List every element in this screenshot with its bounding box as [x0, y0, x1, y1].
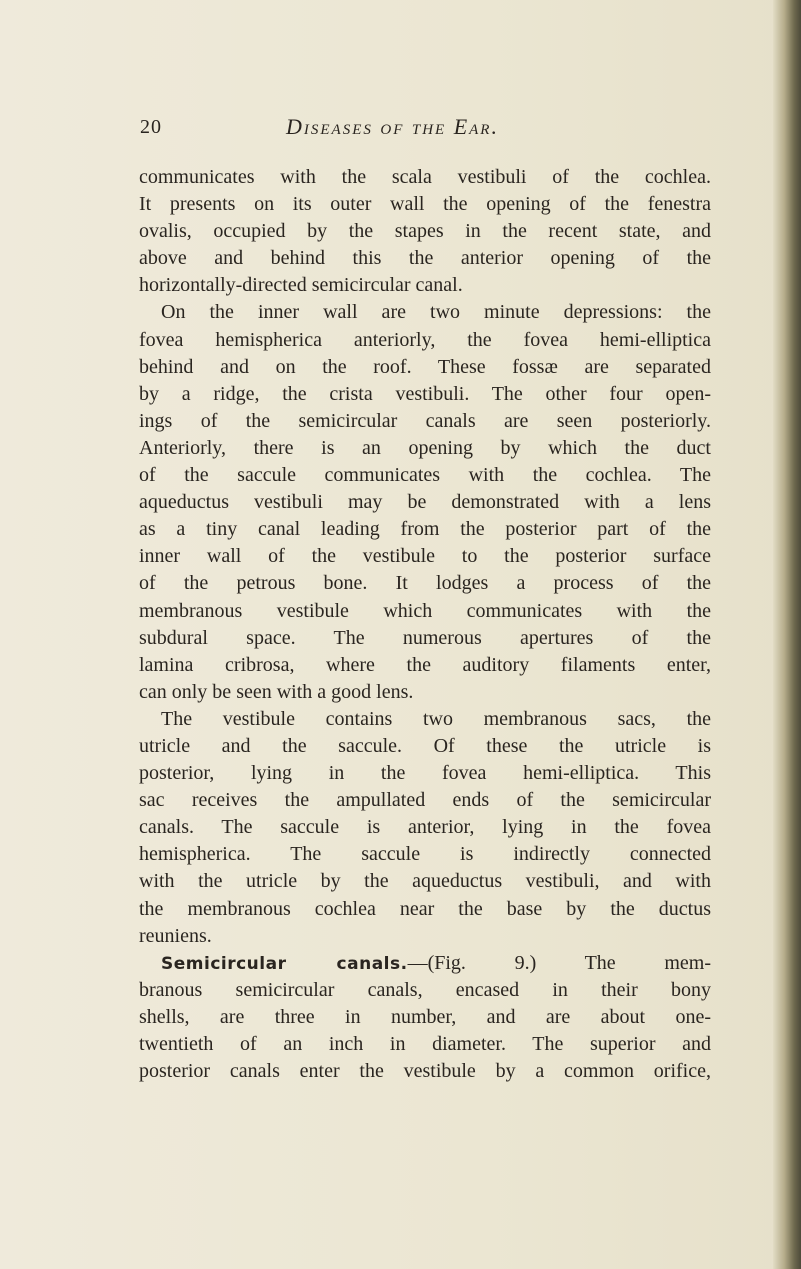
text-line: by a ridge, the crista vestibuli. The other four open-: [139, 382, 711, 405]
text-line: behind and on the roof. These fossæ are separated: [139, 355, 711, 378]
text-line: fovea hemispherica anteriorly, the fovea hemi-elliptica: [139, 328, 711, 351]
page-edge-shadow: [773, 0, 801, 1269]
text-line: ings of the semicircular canals are seen posteriorly.: [139, 409, 711, 432]
text-line: It presents on its outer wall the opening of the fenestra: [139, 193, 711, 216]
text-line: utricle and the saccule. Of these the utricle is: [139, 734, 711, 757]
body-text: [139, 164, 711, 1085]
text-line: subdural space. The numerous apertures of the: [139, 626, 711, 649]
text-line: the membranous cochlea near the base by the ductus: [139, 897, 711, 920]
running-head: Diseases of the Ear.: [286, 114, 499, 139]
text-line: On the inner wall are two minute depressions: the: [161, 301, 711, 324]
text-line: with the utricle by the aqueductus vestibuli, and with: [139, 870, 711, 893]
text-line: sac receives the ampullated ends of the semicircular: [139, 789, 711, 812]
section-first-line-text: —(Fig. 9.) The mem-: [407, 951, 711, 974]
text-line: Anteriorly, there is an opening by which the duct: [139, 436, 711, 459]
text-line: shells, are three in number, and are about one-: [139, 1005, 711, 1028]
text-line: aqueductus vestibuli may be demonstrated with a lens: [139, 491, 711, 514]
text-line: inner wall of the vestibule to the posterior surface: [139, 545, 711, 568]
text-line: twentieth of an inch in diameter. The superior and: [139, 1033, 711, 1055]
section-first-line: [139, 950, 711, 977]
text-line: lamina cribrosa, where the auditory filaments enter,: [139, 653, 711, 676]
text-line: can only be seen with a good lens.: [139, 680, 414, 703]
text-line: membranous vestibule which communicates with the: [139, 599, 711, 622]
text-line: posterior canals enter the vestibule by a common orifice,: [139, 1060, 711, 1083]
text-line: communicates with the scala vestibuli of the cochlea.: [139, 166, 711, 188]
text-line: of the saccule communicates with the cochlea. The: [139, 464, 711, 487]
text-line: horizontally-directed semicircular canal.: [139, 274, 463, 297]
text-line: as a tiny canal leading from the posterior part of the: [139, 518, 711, 541]
text-line: branous semicircular canals, encased in their bony: [139, 978, 711, 1001]
text-line: posterior, lying in the fovea hemi-elliptica. This: [139, 762, 711, 785]
text-line: reuniens.: [139, 924, 212, 947]
page-number: 20: [140, 116, 162, 138]
section-heading: Semicircular canals.: [161, 953, 408, 974]
text-line: The vestibule contains two membranous sacs, the: [161, 707, 711, 730]
text-line: canals. The saccule is anterior, lying in the fovea: [139, 816, 711, 839]
text-line: ovalis, occupied by the stapes in the recent state, and: [139, 220, 711, 243]
text-line: above and behind this the anterior opening of the: [139, 247, 711, 270]
text-line: hemispherica. The saccule is indirectly connected: [139, 843, 711, 866]
text-line: of the petrous bone. It lodges a process of the: [139, 572, 711, 595]
page-header: [140, 116, 700, 146]
